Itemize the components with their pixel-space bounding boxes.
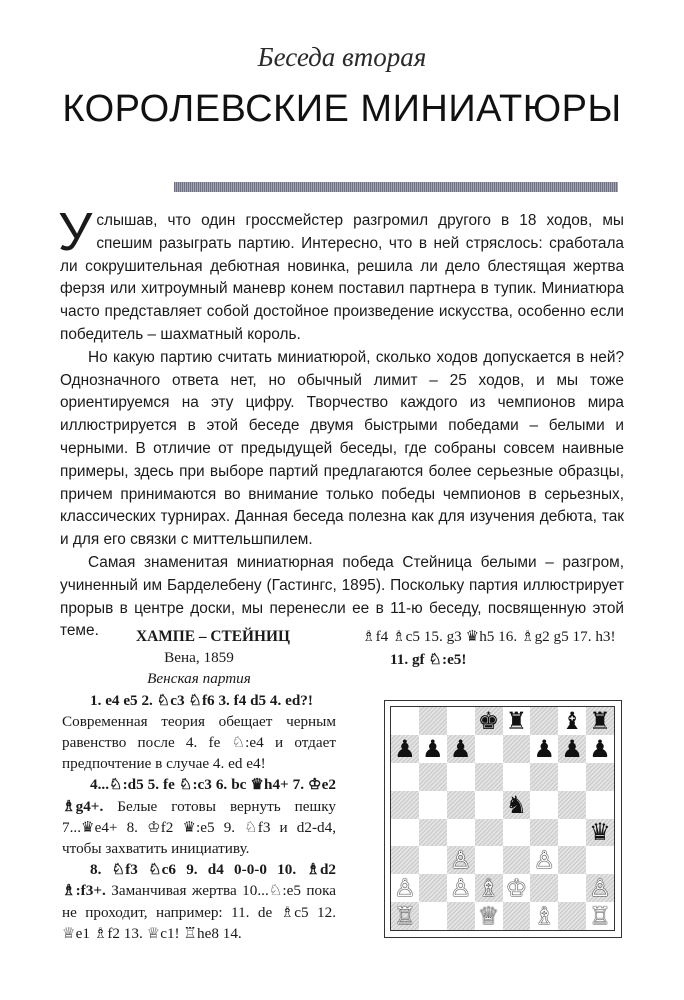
chess-piece-icon: ♞ xyxy=(505,790,528,819)
chess-piece-icon: ♙ xyxy=(449,874,472,903)
comment-1: Современная теория обещает черным равенство после 4. fe ♘:e4 и отдает предпочтение в случае 4. ed e4! xyxy=(62,712,336,773)
chess-piece-icon: ♗ xyxy=(533,902,556,931)
square-d1 xyxy=(475,902,503,930)
comment-3-continued: ♗f4 ♗c5 15. g3 ♛h5 16. ♗g2 g5 17. h3! xyxy=(362,628,616,645)
square-g8 xyxy=(558,707,586,735)
square-g1 xyxy=(558,902,586,930)
chess-piece-icon: ♖ xyxy=(394,902,416,931)
game-column-right xyxy=(362,626,624,670)
square-a5 xyxy=(391,791,419,819)
square-d4 xyxy=(475,819,503,847)
drop-cap: У xyxy=(58,202,93,262)
chess-piece-icon: ♙ xyxy=(449,846,472,875)
square-b6 xyxy=(419,763,447,791)
square-a7 xyxy=(391,735,419,763)
square-f4 xyxy=(530,819,558,847)
intro-text xyxy=(58,202,624,643)
square-f7 xyxy=(530,735,558,763)
square-e4 xyxy=(503,819,531,847)
square-b4 xyxy=(419,819,447,847)
chess-piece-icon: ♜ xyxy=(505,706,528,735)
chess-piece-icon: ♝ xyxy=(561,706,583,735)
square-c2 xyxy=(447,874,475,902)
game-opening: Венская партия xyxy=(147,670,251,688)
square-d7 xyxy=(475,735,503,763)
square-d2 xyxy=(475,874,503,902)
chess-piece-icon: ♚ xyxy=(477,706,500,735)
square-h7 xyxy=(586,735,614,763)
square-c5 xyxy=(447,791,475,819)
square-c6 xyxy=(447,763,475,791)
game-place-year: Вена, 1859 xyxy=(164,649,234,667)
game-column-left xyxy=(62,626,336,944)
chess-piece-icon: ♟ xyxy=(422,734,444,763)
moves-2: 4...♘:d5 5. fe ♘:c3 6. bc ♛h4+ 7. ♔e2 ♗g4+. xyxy=(62,776,336,815)
chess-piece-icon: ♙ xyxy=(589,874,611,903)
moves-comment-2 xyxy=(62,774,336,859)
square-g4 xyxy=(558,819,586,847)
square-f1 xyxy=(530,902,558,930)
moves-comment-3 xyxy=(62,859,336,944)
square-d3 xyxy=(475,846,503,874)
square-h8 xyxy=(586,707,614,735)
square-h1 xyxy=(586,902,614,930)
chess-piece-icon: ♛ xyxy=(589,818,611,847)
square-a8 xyxy=(391,707,419,735)
chapter-title: КОРОЛЕВСКИЕ МИНИАТЮРЫ xyxy=(62,88,622,130)
chess-piece-icon: ♔ xyxy=(505,874,528,903)
square-f2 xyxy=(530,874,558,902)
square-b5 xyxy=(419,791,447,819)
chess-piece-icon: ♜ xyxy=(589,706,611,735)
square-h4 xyxy=(586,819,614,847)
game-players: ХАМПЕ – СТЕЙНИЦ xyxy=(136,628,290,645)
square-a3 xyxy=(391,846,419,874)
square-b3 xyxy=(419,846,447,874)
moves-3: 8. ♘f3 ♘c6 9. d4 0-0-0 10. ♗d2 ♗:f3+. xyxy=(62,861,336,900)
moves-1: 1. e4 e5 2. ♘c3 ♘f6 3. f4 d5 4. ed?! xyxy=(90,691,313,709)
square-e6 xyxy=(503,763,531,791)
square-f6 xyxy=(530,763,558,791)
comment-2: Белые готовы вернуть пешку 7...♛e4+ 8. ♔f2 ♛:e5 9. ♘f3 и d2-d4, чтобы захватить инициативу. xyxy=(62,797,336,858)
chess-diagram xyxy=(384,700,622,938)
comment-3: Заманчивая жертва 10...♘:e5 пока не проходит, например: 11. de ♗c5 12. ♕e1 ♗f2 13. ♕c1! ♖he8 14. xyxy=(62,882,337,942)
square-b8 xyxy=(419,707,447,735)
chess-piece-icon: ♟ xyxy=(561,734,583,763)
square-d6 xyxy=(475,763,503,791)
square-e8 xyxy=(503,707,531,735)
square-g6 xyxy=(558,763,586,791)
chess-piece-icon: ♙ xyxy=(394,874,416,903)
chess-piece-icon: ♗ xyxy=(477,874,500,903)
square-a4 xyxy=(391,819,419,847)
square-e7 xyxy=(503,735,531,763)
chess-piece-icon: ♟ xyxy=(589,734,611,763)
chess-board xyxy=(390,706,615,931)
moves-4: 11. gf ♘:e5! xyxy=(390,651,467,669)
square-h5 xyxy=(586,791,614,819)
square-b2 xyxy=(419,874,447,902)
chess-piece-icon: ♕ xyxy=(477,902,500,931)
square-g7 xyxy=(558,735,586,763)
square-e5 xyxy=(503,791,531,819)
chess-piece-icon: ♙ xyxy=(533,846,556,875)
square-g3 xyxy=(558,846,586,874)
intro-paragraph-2: Но какую партию считать миниатюрой, сколько ходов допускается в ней? Однозначного ответа нет, но обычный лимит – 25 ходов, и мы тоже ориентируемся на эту цифру. Творчество каждого из чемпионов мира иллюстрируется в этой беседе двумя быстрыми победами – белыми и черными. В отличие от предыдущей беседы, где собраны совсем наивные примеры, здесь при выборе партий предлагаются более серьезные образцы, причем принимаются во внимание только победы чемпионов в серьезных, классических турнирах. Данная беседа полезна как для изучения дебюта, так и для его связки с миттельшпилем. xyxy=(60,348,624,549)
square-b7 xyxy=(419,735,447,763)
square-g5 xyxy=(558,791,586,819)
square-f5 xyxy=(530,791,558,819)
square-e1 xyxy=(503,902,531,930)
decorative-rule xyxy=(174,182,618,192)
chess-piece-icon: ♟ xyxy=(533,734,556,763)
square-c8 xyxy=(447,707,475,735)
square-f3 xyxy=(530,846,558,874)
square-e3 xyxy=(503,846,531,874)
square-d8 xyxy=(475,707,503,735)
intro-paragraph-3: Самая знаменитая миниатюрная победа Стейница белыми – разгром, учиненный им Барделебену (Гастингс, 1895). Поскольку партия иллюстрирует прорыв в центре доски, мы перенесли ее в 11-ю беседу, посвященную этой теме. xyxy=(60,553,624,640)
square-c7 xyxy=(447,735,475,763)
square-a6 xyxy=(391,763,419,791)
square-f8 xyxy=(530,707,558,735)
square-d5 xyxy=(475,791,503,819)
square-a1 xyxy=(391,902,419,930)
intro-paragraph-1-text: слышав, что один гроссмейстер разгромил другого в 18 ходов, мы спешим разыграть партию. Интересно, что в ней стряслось: сработала ли сокрушительная дебютная новинка, решила ли дело блестящая жертва ферзя или хитроумный маневр конем поставил партнера в тупик. Миниатюра часто представляет собой достойное произведение искусства, особенно если победитель – шахматный король. xyxy=(60,212,624,343)
chapter-subtitle: Беседа вторая xyxy=(257,42,427,72)
square-h6 xyxy=(586,763,614,791)
square-c1 xyxy=(447,902,475,930)
chess-piece-icon: ♖ xyxy=(589,902,611,931)
intro-paragraph-1 xyxy=(58,202,624,347)
square-b1 xyxy=(419,902,447,930)
square-c3 xyxy=(447,846,475,874)
chess-piece-icon: ♟ xyxy=(394,734,416,763)
square-h3 xyxy=(586,846,614,874)
square-h2 xyxy=(586,874,614,902)
chess-piece-icon: ♟ xyxy=(449,734,472,763)
square-g2 xyxy=(558,874,586,902)
square-e2 xyxy=(503,874,531,902)
square-c4 xyxy=(447,819,475,847)
square-a2 xyxy=(391,874,419,902)
